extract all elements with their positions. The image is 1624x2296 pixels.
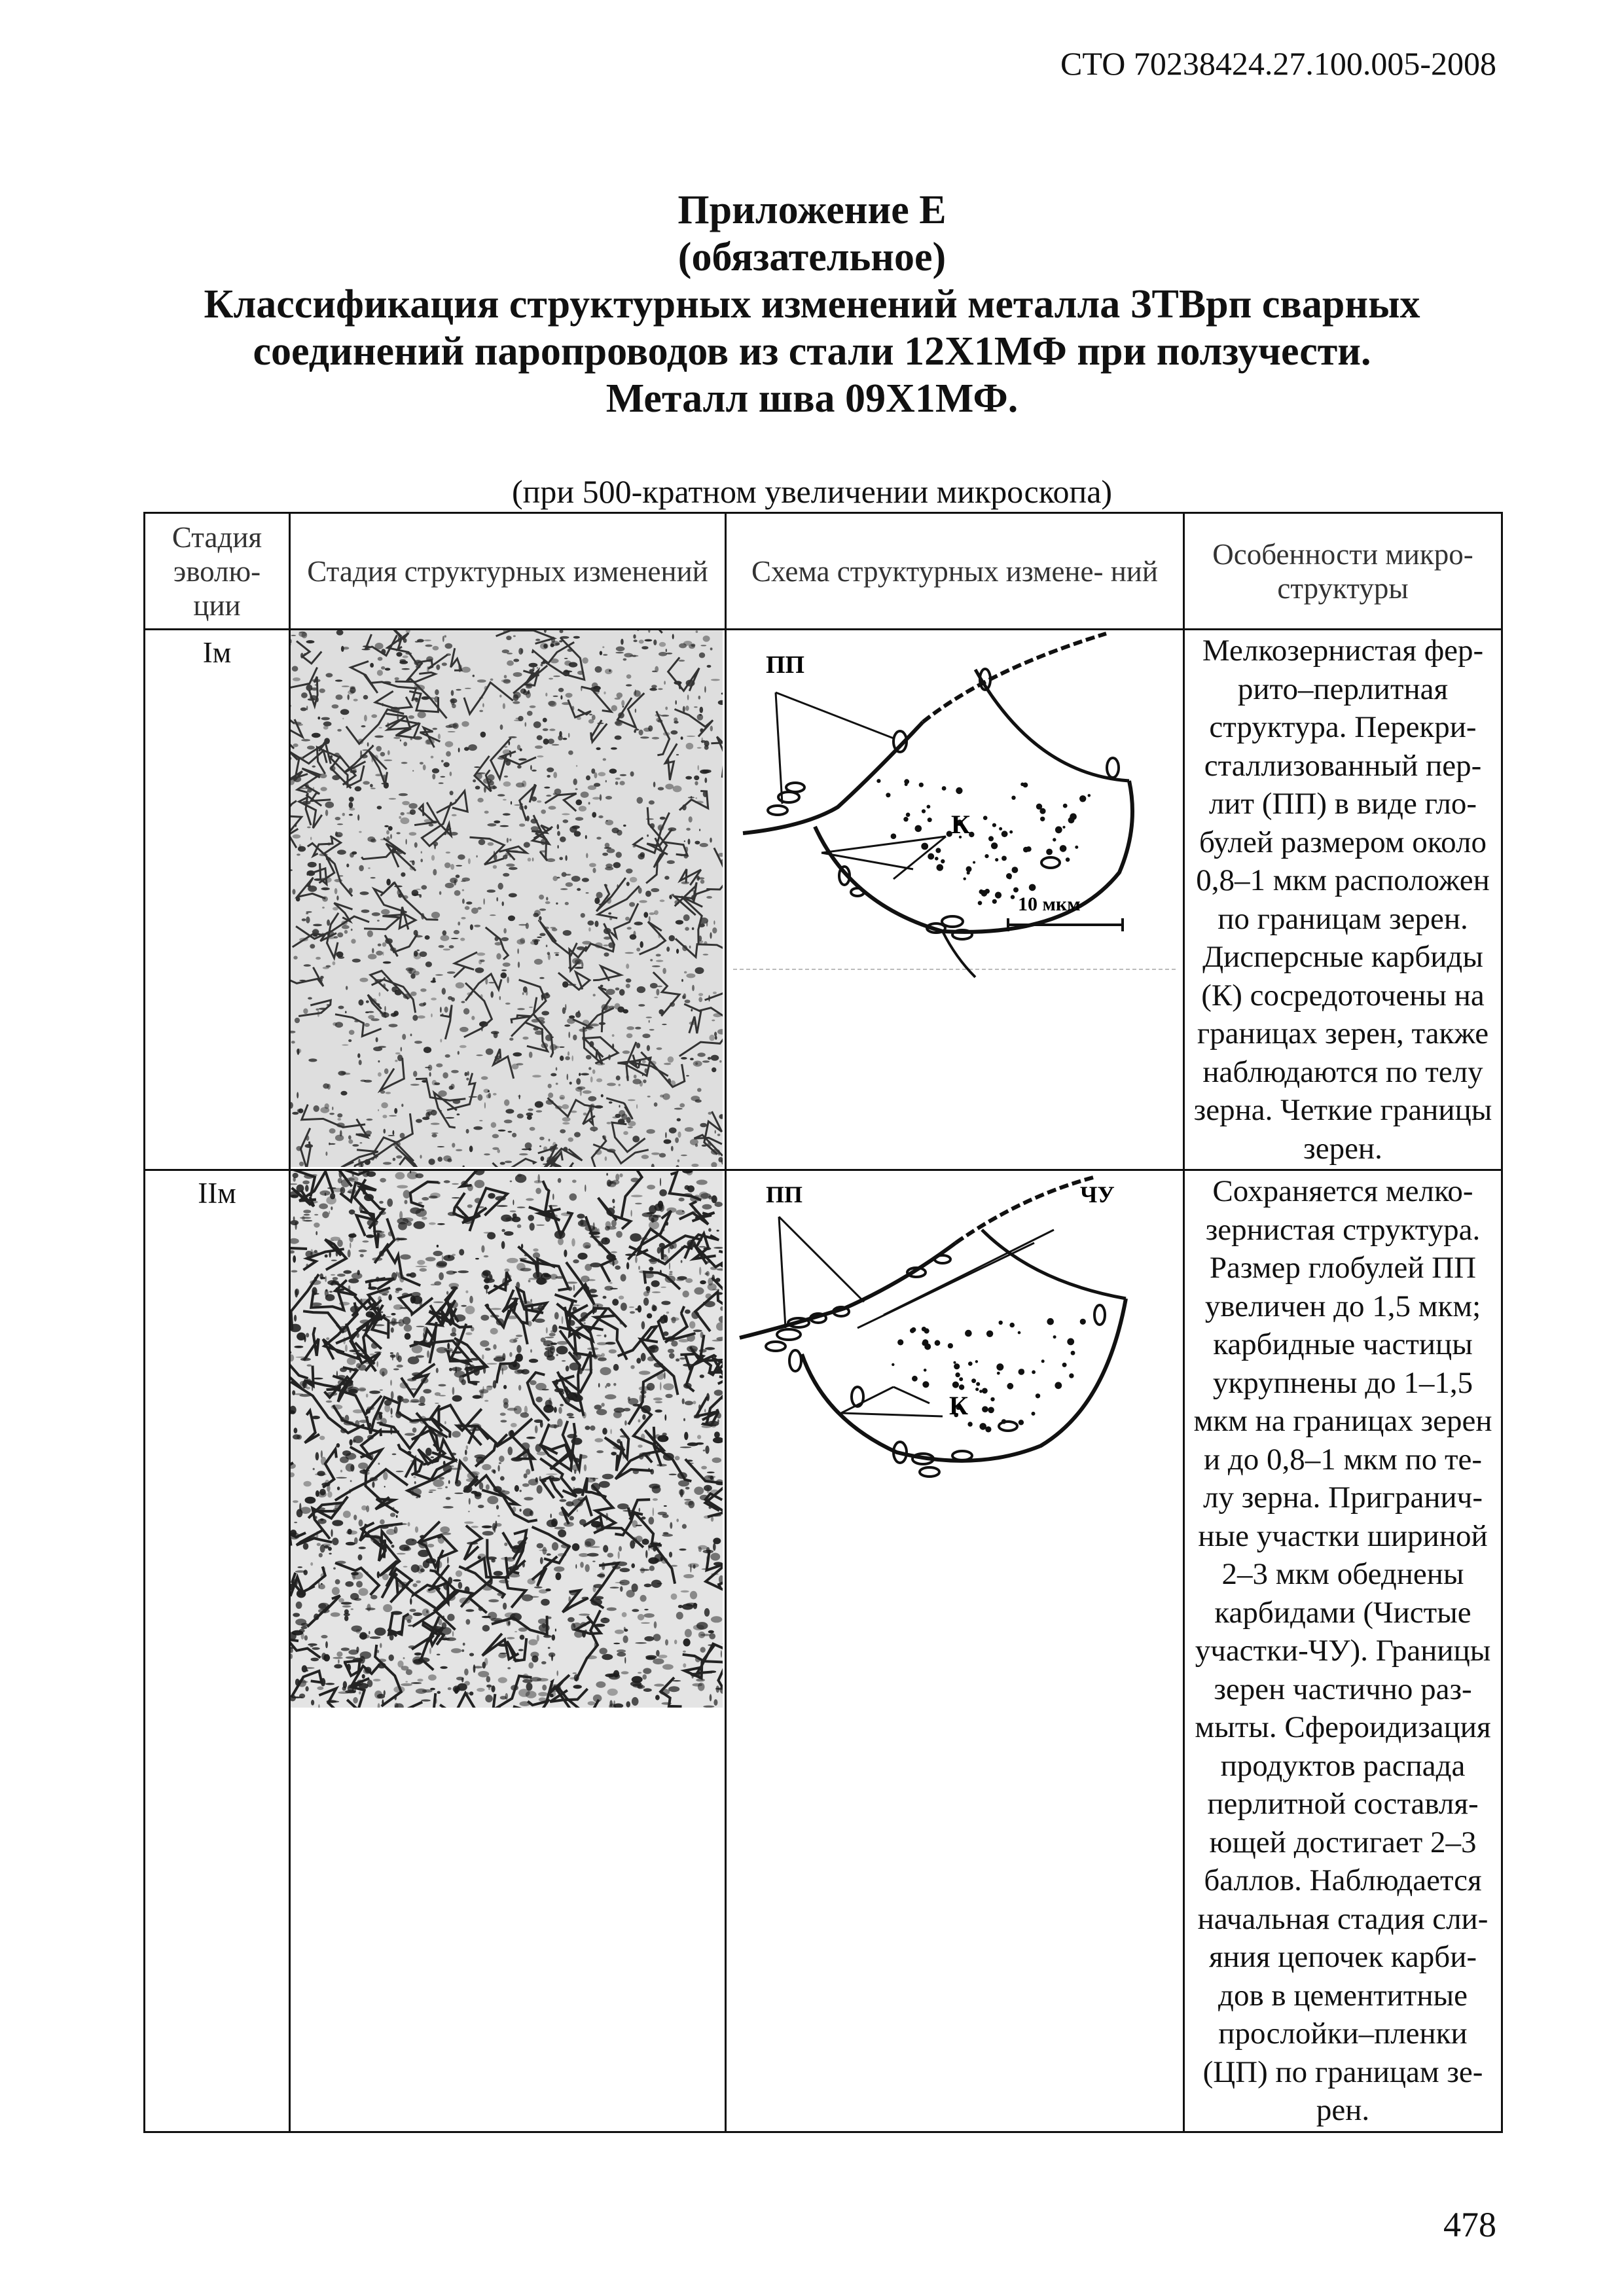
document-code: СТО 70238424.27.100.005-2008 [1060,45,1496,82]
header-scheme: Схема структурных измене- ний [726,513,1184,630]
microstructure-description: Сохраняется мелко- зернистая структура. Размер глобулей ПП увеличен до 1,5 мкм; карбидные частицы укрупнены до 1–1,5 мкм на границах зерен и до 0,8–1 мкм по те- лу зерна. Пригранич- ные участки шириной 2–3 мкм обеднены карбидами (Чистые участки-ЧУ). Границы зерен частично раз- мыты. Сфероидизация продуктов распада перлитной составля- ющей достигает 2–3 баллов. Наблюдается начальная стадия сли- яния цепочек карби- дов в цементитные прослойки–пленки (ЦП) по границам зе- рен. [1184,1170,1502,2132]
title-line-5: Металл шва 09Х1МФ. [605,376,1019,421]
scheme-cell [726,1170,1184,2132]
title-line-3: Классификация структурных изменений металла ЗТВрп сварных [204,282,1420,327]
label-k: К [951,810,971,839]
micrograph-image-2 [291,1171,723,1708]
title-line-2: (обязательное) [677,235,947,279]
scheme-diagram-1 [727,630,1185,997]
classification-table [143,512,1503,2133]
scheme-diagram-2 [727,1171,1185,1537]
table-header-row [145,513,1502,630]
microstructure-description: Мелкозернистая фер- рито–перлитная структура. Перекри- сталлизованный пер- лит (ПП) в виде гло- булей размером около 0,8–1 мкм расположен по границам зерен. Дисперсные карбиды (К) сосредоточены на границах зерен, также наблюдаются по телу зерна. Четкие границы зерен. [1184,630,1502,1170]
label-pp: ПП [766,651,805,679]
header-structural-changes: Стадия структурных изменений [290,513,726,630]
label-pp: ПП [766,1181,803,1208]
header-stage: Стадия эволю- ции [145,513,290,630]
micrograph-image-1 [291,630,723,1167]
page-number: 478 [1443,2205,1496,2244]
label-scale: 10 мкм [1018,893,1081,915]
magnification-caption: (при 500-кратном увеличении микроскопа) [511,473,1113,510]
table-row [145,630,1502,1170]
label-k: К [949,1391,969,1420]
label-chu: ЧУ [1080,1181,1115,1208]
appendix-title [0,187,1624,422]
title-line-4: соединений паропроводов из стали 12Х1МФ при ползучести. [253,329,1371,374]
table-row [145,1170,1502,2132]
stage-cell: Iм [145,630,290,1170]
micrograph-cell [290,630,726,1170]
title-line-1: Приложение Е [677,188,947,232]
header-features: Особенности микро- структуры [1184,513,1502,630]
stage-cell: IIм [145,1170,290,2132]
scheme-cell [726,630,1184,1170]
micrograph-cell [290,1170,726,2132]
